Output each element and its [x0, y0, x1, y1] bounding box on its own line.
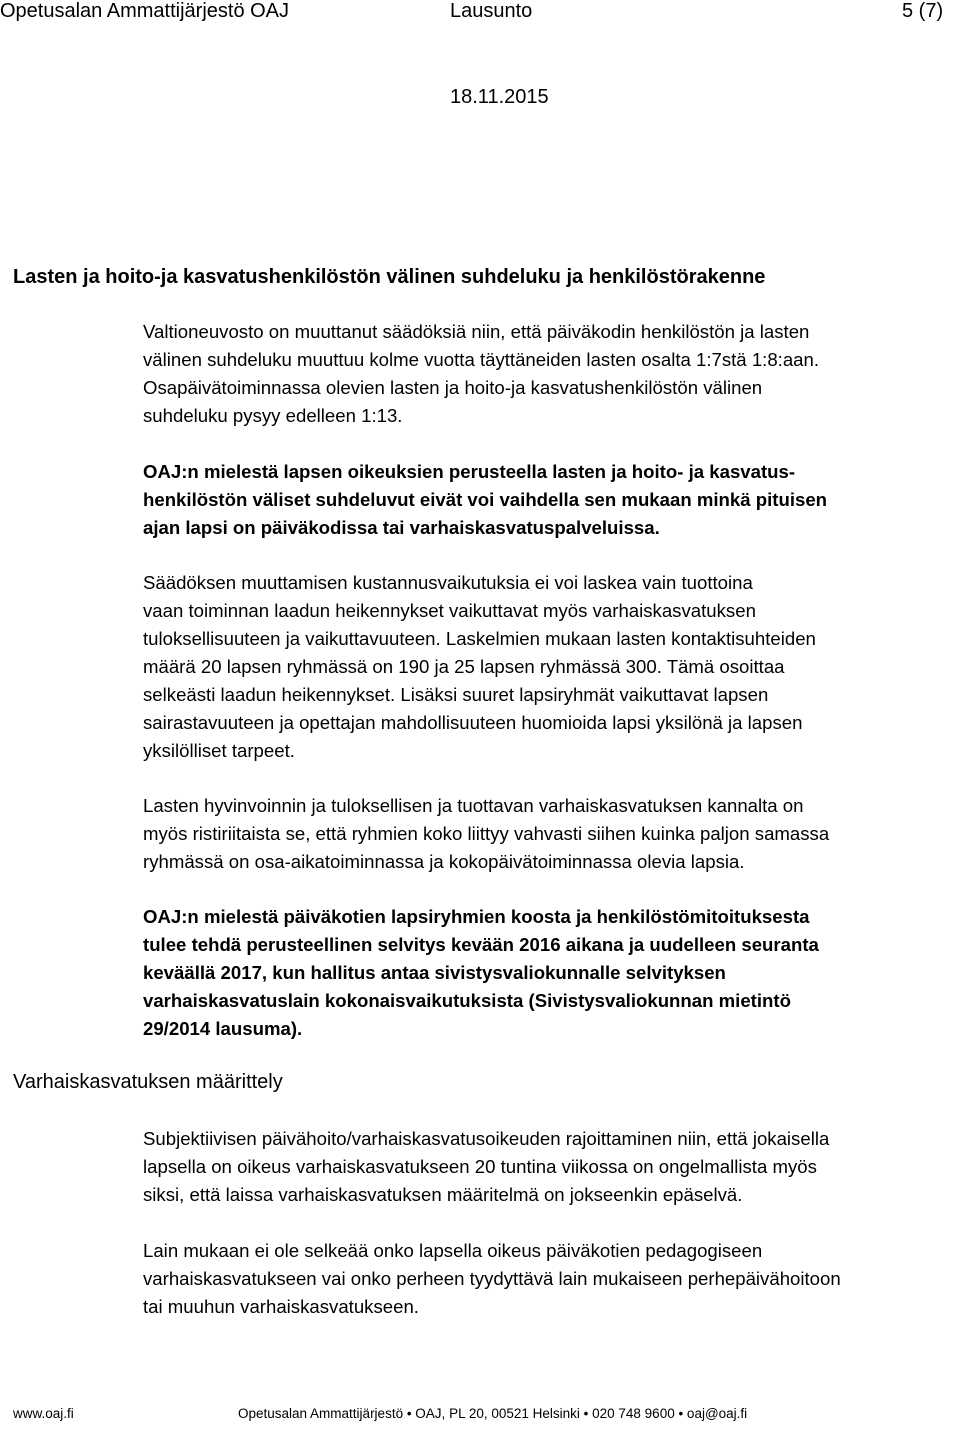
text-line: OAJ:n mielestä lapsen oikeuksien perusteella lasten ja hoito- ja kasvatus- [143, 461, 796, 482]
text-line: Subjektiivisen päivähoito/varhaiskasvatusoikeuden rajoittaminen niin, että jokaisella [143, 1128, 830, 1149]
text-line: suhdeluku pysyy edelleen 1:13. [143, 405, 403, 426]
text-line: Säädöksen muuttamisen kustannusvaikutuksia ei voi laskea vain tuottoina [143, 572, 753, 593]
header-org: Opetusalan Ammattijärjestö OAJ [0, 0, 290, 22]
text-line: varhaiskasvatuslain kokonaisvaikutuksista (Sivistysvaliokunnan mietintö [143, 990, 791, 1011]
text-line: Osapäivätoiminnassa olevien lasten ja hoito-ja kasvatushenkilöstön välinen [143, 377, 763, 398]
text-line: siksi, että laissa varhaiskasvatuksen määritelmä on jokseenkin epäselvä. [143, 1184, 743, 1205]
text-line: Lain mukaan ei ole selkeää onko lapsella oikeus päiväkotien pedagogiseen [143, 1240, 763, 1261]
text-line: vaan toiminnan laadun heikennykset vaikuttavat myös varhaiskasvatuksen [143, 600, 756, 621]
text-line: tulee tehdä perusteellinen selvitys kevään 2016 aikana ja uudelleen seuranta [143, 934, 819, 955]
footer-website-link[interactable]: www.oaj.fi [13, 1406, 74, 1421]
text-line: sairastavuuteen ja opettajan mahdollisuuteen huomioida lapsi yksilönä ja lapsen [143, 712, 803, 733]
footer-contact: Opetusalan Ammattijärjestö • OAJ, PL 20, 00521 Helsinki • 020 748 9600 • oaj@oaj.fi [238, 1406, 748, 1421]
text-line: yksilölliset tarpeet. [143, 740, 295, 761]
text-line: keväällä 2017, kun hallitus antaa sivistysvaliokunnalle selvityksen [143, 962, 726, 983]
paragraph-subjective-right [143, 1125, 829, 1209]
text-line: ajan lapsi on päiväkodissa tai varhaiskasvatuspalveluissa. [143, 517, 660, 538]
text-line: OAJ:n mielestä päiväkotien lapsiryhmien koosta ja henkilöstömitoituksesta [143, 906, 810, 927]
paragraph-oaj-opinion-ratio [143, 458, 827, 542]
header-date: 18.11.2015 [450, 86, 549, 108]
section-heading-staff-ratio: Lasten ja hoito-ja kasvatushenkilöstön välinen suhdeluku ja henkilöstörakenne [13, 266, 766, 288]
paragraph-wellbeing [143, 792, 829, 876]
paragraph-cost-effects [143, 569, 816, 765]
text-line: Valtioneuvosto on muuttanut säädöksiä niin, että päiväkodin henkilöstön ja lasten [143, 321, 810, 342]
paragraph-oaj-opinion-survey [143, 903, 819, 1043]
header-page-number: 5 (7) [902, 0, 944, 22]
text-line: määrä 20 lapsen ryhmässä on 190 ja 25 lapsen ryhmässä 300. Tämä osoittaa [143, 656, 785, 677]
text-line: henkilöstön väliset suhdeluvut eivät voi vaihdella sen mukaan minkä pituisen [143, 489, 828, 510]
text-line: tuloksellisuuteen ja vaikuttavuuteen. Laskelmien mukaan lasten kontaktisuhteiden [143, 628, 816, 649]
text-line: tai muuhun varhaiskasvatukseen. [143, 1296, 419, 1317]
text-line: Lasten hyvinvoinnin ja tuloksellisen ja tuottavan varhaiskasvatuksen kannalta on [143, 795, 804, 816]
text-line: myös ristiriitaista se, että ryhmien koko liittyy vahvasti siihen kuinka paljon samassa [143, 823, 830, 844]
text-line: välinen suhdeluku muuttuu kolme vuotta täyttäneiden lasten osalta 1:7stä 1:8:aan. [143, 349, 820, 370]
header-doc-type: Lausunto [450, 0, 533, 22]
paragraph-law-unclear [143, 1237, 841, 1321]
text-line: lapsella on oikeus varhaiskasvatukseen 20 tuntina viikossa on ongelmallista myös [143, 1156, 817, 1177]
text-line: varhaiskasvatukseen vai onko perheen tyydyttävä lain mukaiseen perhepäivähoitoon [143, 1268, 841, 1289]
paragraph-regulation-change [143, 318, 819, 430]
text-line: selkeästi laadun heikennykset. Lisäksi suuret lapsiryhmät vaikuttavat lapsen [143, 684, 769, 705]
text-line: ryhmässä on osa-aikatoiminnassa ja kokopäivätoiminnassa olevia lapsia. [143, 851, 745, 872]
section-heading-definition: Varhaiskasvatuksen määrittely [13, 1071, 283, 1093]
text-line: 29/2014 lausuma). [143, 1018, 303, 1039]
